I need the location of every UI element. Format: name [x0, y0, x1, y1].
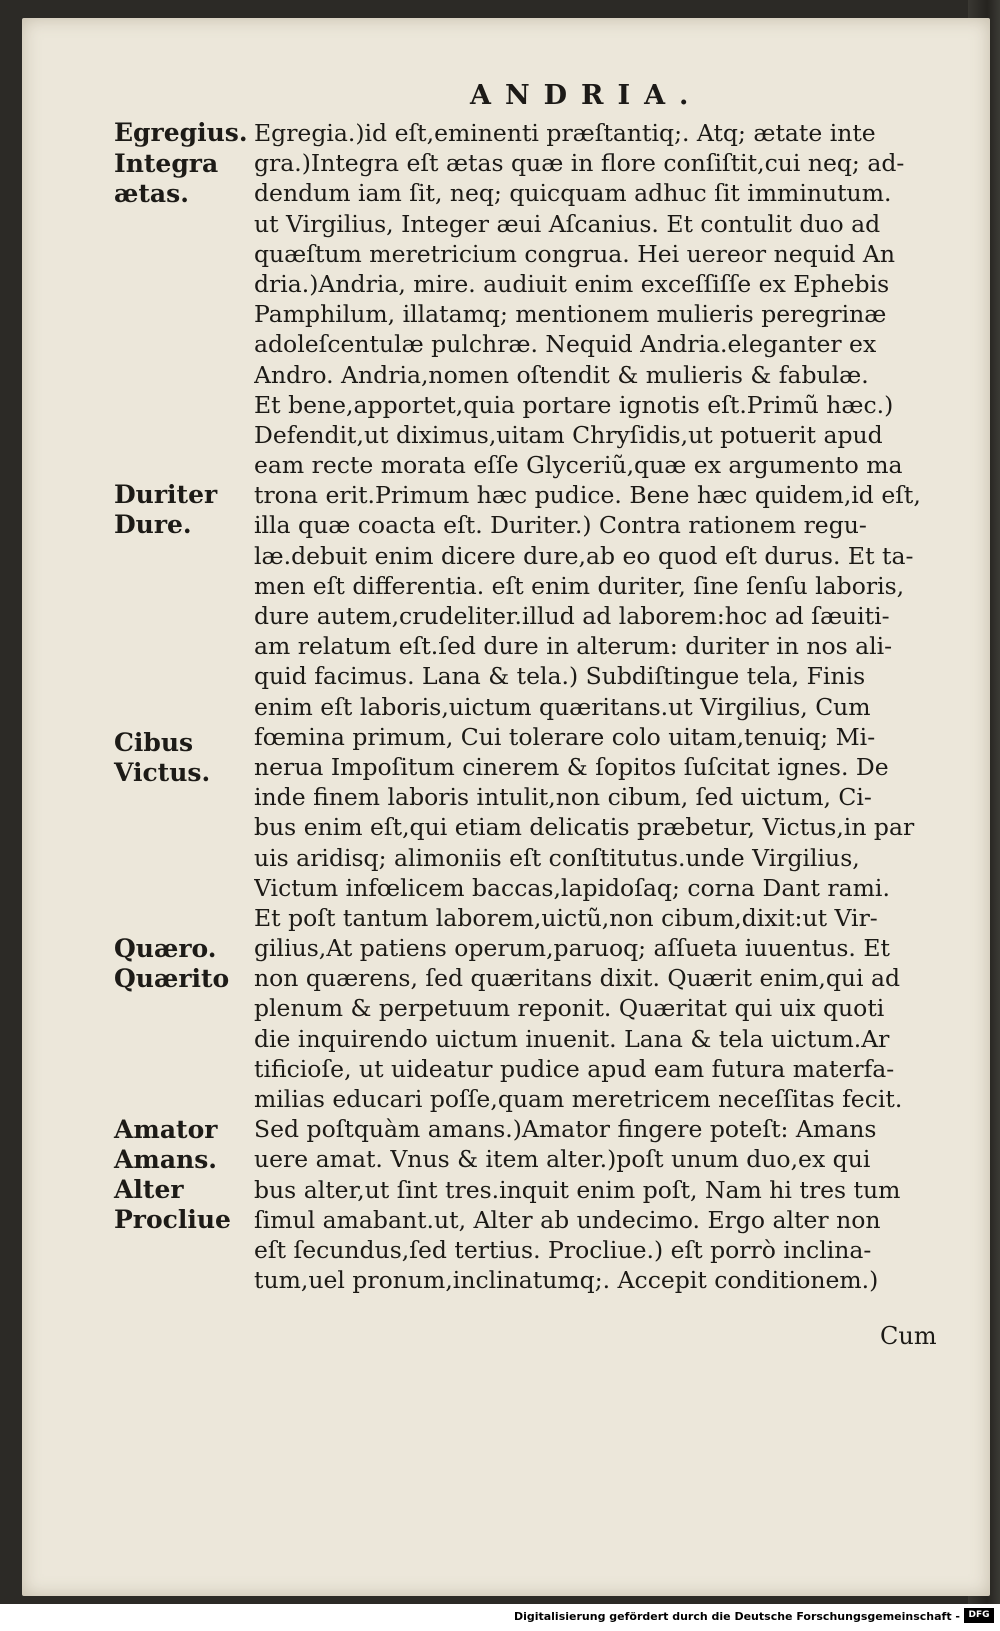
text-line: uere amat. Vnus & item alter.)poſt unum duo,ex qui — [254, 1145, 871, 1174]
text-line: tificioſe, ut uideatur pudice apud eam futura materfa- — [254, 1054, 895, 1083]
margin-note: Amator Amans. Alter Procliue — [114, 1115, 231, 1234]
margin-note: Integra ætas. — [114, 149, 219, 208]
text-line: am relatum eſt.ſed dure in alterum: duriter in nos ali- — [254, 632, 893, 661]
text-line: enim eſt laboris,uictum quæritans.ut Virgilius, Cum — [254, 692, 871, 721]
body-text — [254, 118, 966, 1295]
margin-note: Egregius. — [114, 118, 248, 147]
catchword: Cum — [880, 1322, 937, 1350]
text-line: illa quæ coacta eſt. Duriter.) Contra rationem regu- — [254, 511, 867, 540]
margin-note: Quæro. Quærito — [114, 934, 230, 993]
text-line: dure autem,crudeliter.illud ad laborem:hoc ad ſæuiti- — [254, 602, 890, 630]
margin-note: Duriter Dure. — [114, 480, 218, 539]
text-line: Et poſt tantum laborem,uictũ,non cibum,dixit:ut Vir- — [254, 903, 878, 932]
text-line: men eſt differentia. eſt enim duriter, ſine ſenſu laboris, — [254, 571, 905, 600]
text-line: quid facimus. Lana & tela.) Subdiſtingue tela, Finis — [254, 662, 866, 691]
text-line: quæſtum meretricium congrua. Hei uereor nequid An — [254, 239, 895, 268]
running-header: ANDRIA. — [470, 80, 703, 111]
text-line: adoleſcentulæ pulchræ. Nequid Andria.eleganter ex — [254, 330, 877, 359]
text-line: bus enim eſt,qui etiam delicatis præbetur, Victus,in par — [254, 813, 915, 842]
text-line: Andro. Andria,nomen oſtendit & mulieris & fabulæ. — [254, 360, 869, 389]
text-line: ſimul amabant.ut, Alter ab undecimo. Ergo alter non — [254, 1205, 881, 1234]
text-line: dria.)Andria, mire. audiuit enim exceſſiſſe ex Ephebis — [254, 269, 890, 298]
text-line: trona erit.Primum hæc pudice. Bene hæc quidem,id eſt, — [254, 481, 921, 510]
text-line: læ.debuit enim dicere dure,ab eo quod eſt durus. Et ta- — [254, 541, 914, 570]
footer-credit: Digitalisierung gefördert durch die Deutsche Forschungsgemeinschaft - — [513, 1610, 960, 1623]
text-line: ut Virgilius, Integer æui Aſcanius. Et contulit duo ad — [254, 209, 881, 238]
text-line: uis aridisq; alimoniis eſt conſtitutus.unde Virgilius, — [254, 843, 860, 872]
text-line: eſt ſecundus,ſed tertius. Procliue.) eſt porrò inclina- — [254, 1235, 872, 1264]
text-line: inde finem laboris intulit,non cibum, ſed uictum, Ci- — [254, 783, 872, 812]
text-line: Pamphilum, illatamq; mentionem mulieris peregrinæ — [254, 300, 887, 329]
text-line: Sed poſtquàm amans.)Amator fingere poteſt: Amans — [254, 1115, 877, 1144]
text-line: gilius,At patiens operum,paruoq; aſſueta iuuentus. Et — [254, 934, 890, 963]
text-line: fœmina primum, Cui tolerare colo uitam,tenuiq; Mi- — [254, 722, 876, 751]
text-line: non quærens, ſed quæritans dixit. Quærit enim,qui ad — [254, 964, 901, 993]
text-line: Defendit,ut diximus,uitam Chryſidis,ut potuerit apud — [254, 420, 883, 449]
text-line: nerua Impoſitum cinerem & ſopitos ſuſcitat ignes. De — [254, 752, 889, 781]
text-line: Egregia.)id eſt,eminenti præſtantiq;. Atq; ætate inte — [254, 119, 876, 147]
text-line: Et bene,apportet,quia portare ignotis eſt.Primũ hæc.) — [254, 390, 894, 419]
text-line: eam recte morata eſſe Glyceriũ,quæ ex argumento ma — [254, 451, 903, 480]
text-line: dendum iam ſit, neq; quicquam adhuc ſit imminutum. — [254, 179, 892, 208]
margin-note: Cibus Victus. — [114, 728, 211, 787]
text-line: milias educari poſſe,quam meretricem neceſſitas fecit. — [254, 1085, 903, 1113]
text-line: die inquirendo uictum inuenit. Lana & tela uictum.Ar — [254, 1024, 890, 1053]
text-line: Victum infœlicem baccas,lapidoſaq; corna Dant rami. — [254, 873, 890, 902]
dfg-logo-icon: DFG — [964, 1608, 994, 1623]
text-line: gra.)Integra eſt ætas quæ in flore conſiſtit,cui neq; ad- — [254, 149, 905, 178]
text-line: bus alter,ut ſint tres.inquit enim poſt, Nam hi tres tum — [254, 1175, 901, 1204]
text-line: plenum & perpetuum reponit. Quæritat qui uix quoti — [254, 994, 885, 1023]
text-line: tum,uel pronum,inclinatumq;. Accepit conditionem.) — [254, 1266, 879, 1295]
